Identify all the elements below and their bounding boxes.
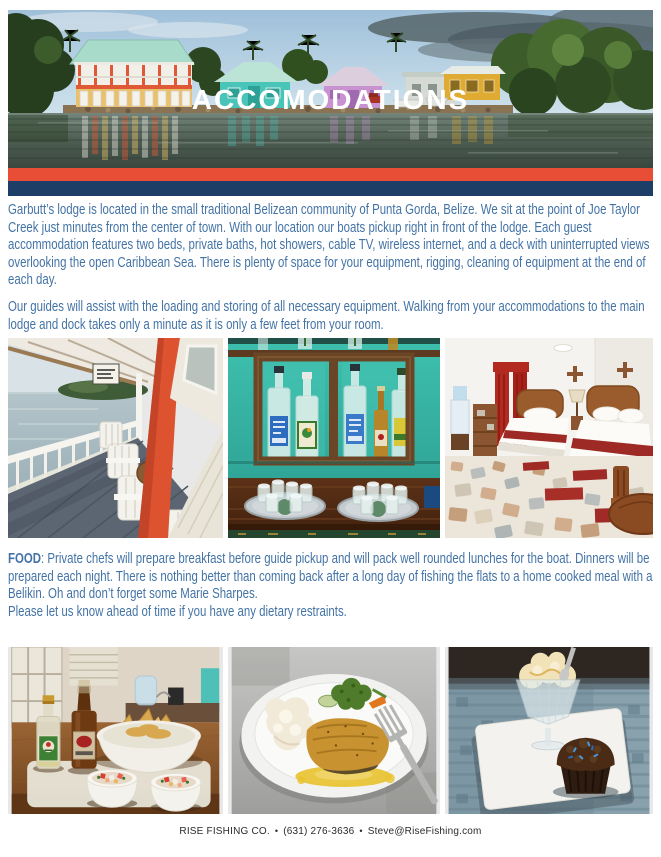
food-text: : Private chefs will prepare breakfast before guide pickup and will pack well rounded lunches for the boat. Dinners will be prepared each night. There is nothing better than coming back after a long day of fishing the flats to a home cooked meal with a Belikin. Oh and don’t forget some Marie Sharpes. (8, 551, 653, 603)
footer-company: RISE FISHING CO. (179, 826, 270, 837)
food-note: Please let us know ahead of time if you have any dietary restraints. (8, 603, 347, 620)
photo-dessert-icecream-muffin (445, 647, 653, 814)
footer-email: Steve@RiseFishing.com (367, 826, 482, 837)
accent-bar-navy (8, 181, 653, 196)
intro-paragraph-1: Garbutt’s lodge is located in the small traditional Belizean community of Punta Gorda, Belize. We sit at the point of Joe Taylor Creek just minutes from the center of town. With our location our boats pickup right in front of the lodge. Each guest accommodation features two beds, private baths, hot showers, cable TV, wireless internet, and a deck with uninterrupted views overlooking the open Caribbean Sea. There is plenty of space for your equipment, rigging, cleaning of equipment at the end of each day. (8, 202, 650, 289)
food-paragraph (8, 551, 654, 621)
accent-bar-orange (8, 168, 653, 181)
photo-guest-room-two-beds (445, 338, 653, 538)
intro-paragraph-2: Our guides will assist with the loading and storing of all necessary equipment. Walking from your accommodations to the main lodge and dock takes only a minute as it is only a few feet from your room. (8, 299, 645, 333)
footer-phone: (631) 276-3636 (283, 826, 355, 837)
footer-contact-line (0, 826, 661, 837)
hero-photo-waterfront-lodges (8, 10, 653, 168)
footer-bullet: • (359, 826, 363, 836)
photo-bar-bottles (228, 338, 440, 538)
footer-bullet: • (274, 826, 279, 836)
food-label: FOOD (8, 551, 42, 567)
photo-curried-fish-dinner (228, 647, 440, 814)
page-title: ACCOMODATIONS (191, 84, 470, 115)
photo-ceviche-belikin-hot-sauce (8, 647, 223, 814)
photo-lodge-deck-ocean-view (8, 338, 223, 538)
